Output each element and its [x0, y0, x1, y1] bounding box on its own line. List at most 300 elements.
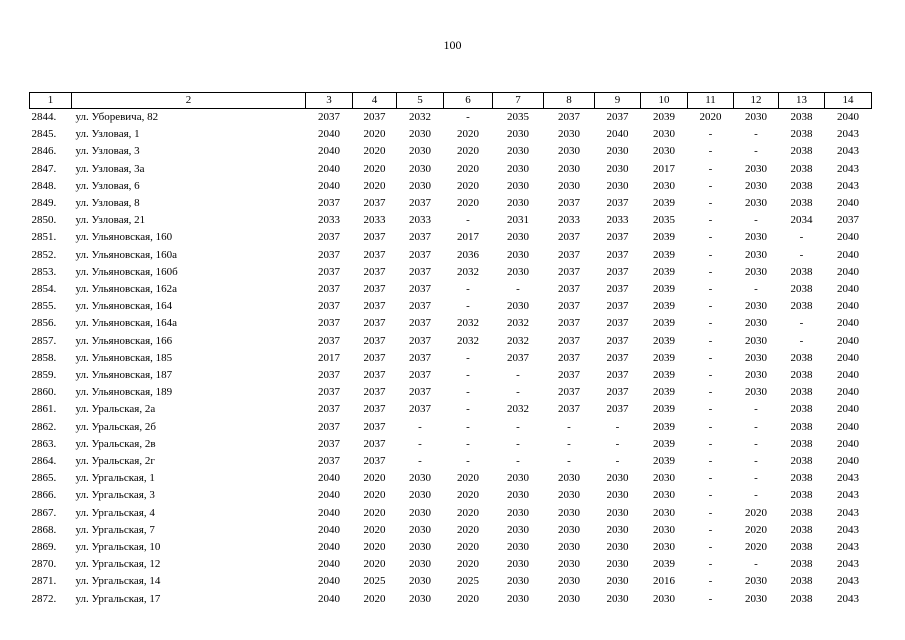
year-cell: 2037	[363, 317, 386, 330]
year-cell: 2037	[409, 334, 431, 347]
year-cell: 2037	[318, 111, 340, 123]
year-cell: -	[708, 179, 713, 192]
year-cell: 2037	[318, 317, 340, 330]
row-number: 2852.	[31, 248, 57, 261]
year-cell: 2030	[409, 128, 431, 141]
row-number: 2866.	[31, 489, 57, 502]
year-cell: 2020	[745, 523, 767, 536]
year-cell: 2043	[837, 541, 859, 554]
year-cell: 2043	[837, 489, 859, 502]
year-cell: 2038	[790, 128, 813, 141]
year-cell: -	[418, 437, 422, 450]
year-cell: -	[799, 317, 804, 330]
table-row	[30, 419, 872, 436]
year-cell: 2037	[318, 334, 340, 347]
year-cell: 2030	[606, 145, 629, 158]
year-cell: 2037	[606, 111, 629, 123]
year-cell: 2030	[507, 489, 529, 502]
year-cell: -	[466, 214, 470, 227]
year-cell: 2030	[606, 541, 629, 554]
year-cell: 2037	[558, 111, 580, 123]
year-cell: 2038	[790, 162, 813, 175]
year-cell: 2037	[558, 403, 580, 416]
year-cell: 2030	[745, 179, 767, 192]
year-cell: 2037	[363, 283, 386, 296]
year-cell: 2038	[790, 541, 813, 554]
year-cell: -	[754, 472, 758, 485]
year-cell: 2040	[318, 506, 340, 519]
row-number: 2867.	[31, 506, 57, 519]
year-cell: 2030	[653, 145, 675, 158]
year-cell: 2038	[790, 523, 813, 536]
year-cell: 2030	[745, 248, 767, 261]
year-cell: 2043	[837, 506, 859, 519]
year-cell: 2030	[745, 575, 767, 588]
page-number: 100	[443, 38, 462, 52]
year-cell: -	[799, 231, 804, 244]
year-cell: 2037	[558, 334, 580, 347]
year-cell: 2039	[653, 351, 675, 364]
table-row	[30, 453, 872, 470]
year-cell: 2037	[363, 351, 386, 364]
address-cell: ул. Уральская, 2г	[75, 455, 155, 468]
row-number: 2853.	[31, 265, 57, 278]
year-cell: 2020	[457, 592, 479, 605]
year-cell: 2037	[409, 403, 431, 416]
table-row	[30, 505, 872, 522]
year-cell: 2037	[318, 437, 340, 450]
year-cell: 2030	[409, 575, 431, 588]
year-cell: 2038	[790, 455, 813, 468]
year-cell: -	[418, 420, 422, 433]
table-row	[30, 384, 872, 401]
year-cell: 2020	[457, 162, 479, 175]
year-cell: 2038	[790, 145, 813, 158]
address-cell: ул. Уральская, 2а	[75, 403, 156, 416]
column-header: 7	[493, 93, 544, 109]
year-cell: 2037	[409, 386, 431, 399]
year-cell: 2037	[363, 248, 386, 261]
year-cell: 2037	[558, 265, 580, 278]
row-number: 2865.	[31, 472, 57, 485]
year-cell: 2043	[837, 558, 859, 571]
year-cell: 2020	[457, 523, 479, 536]
year-cell: 2030	[507, 145, 529, 158]
table-body	[30, 109, 872, 608]
year-cell: -	[708, 265, 713, 278]
year-cell: -	[708, 523, 713, 536]
year-cell: 2030	[558, 145, 580, 158]
year-cell: 2030	[507, 128, 529, 141]
year-cell: -	[754, 420, 758, 433]
year-cell: 2039	[653, 558, 675, 571]
year-cell: 2037	[318, 455, 340, 468]
year-cell: 2030	[558, 575, 580, 588]
year-cell: 2035	[653, 214, 675, 227]
year-cell: 2020	[745, 506, 767, 519]
year-cell: 2043	[837, 575, 859, 588]
address-cell: ул. Ульяновская, 164	[75, 300, 173, 313]
address-cell: ул. Ургальская, 7	[75, 523, 155, 536]
year-cell: 2020	[363, 506, 386, 519]
year-cell: 2040	[318, 558, 340, 571]
year-cell: -	[708, 283, 713, 296]
row-number: 2854.	[31, 283, 57, 296]
year-cell: 2020	[363, 472, 386, 485]
year-cell: 2030	[507, 575, 529, 588]
row-number: 2861.	[31, 403, 57, 416]
year-cell: 2037	[363, 231, 386, 244]
address-cell: ул. Ургальская, 1	[75, 472, 155, 485]
year-cell: 2037	[606, 231, 629, 244]
year-cell: -	[754, 558, 758, 571]
year-cell: -	[516, 420, 520, 433]
year-cell: 2040	[606, 128, 629, 141]
year-cell: 2034	[790, 214, 813, 227]
year-cell: -	[708, 351, 713, 364]
year-cell: 2030	[745, 162, 767, 175]
year-cell: 2030	[409, 162, 431, 175]
year-cell: 2038	[790, 592, 813, 605]
year-cell: 2038	[790, 300, 813, 313]
year-cell: 2033	[363, 214, 386, 227]
address-cell: ул. Узловая, 8	[75, 197, 140, 210]
year-cell: 2020	[457, 145, 479, 158]
row-number: 2872.	[31, 592, 57, 605]
column-header: 13	[779, 93, 825, 109]
row-number: 2856.	[31, 317, 57, 330]
year-cell: 2030	[409, 179, 431, 192]
year-cell: 2040	[318, 128, 340, 141]
year-cell: -	[708, 300, 713, 313]
year-cell: 2030	[745, 300, 767, 313]
year-cell: 2030	[507, 162, 529, 175]
year-cell: 2037	[837, 214, 859, 227]
row-number: 2848.	[31, 179, 57, 192]
year-cell: 2037	[363, 455, 386, 468]
year-cell: 2037	[558, 317, 580, 330]
year-cell: 2040	[318, 541, 340, 554]
address-cell: ул. Уральская, 2б	[75, 420, 156, 433]
year-cell: 2036	[457, 248, 479, 261]
address-cell: ул. Ульяновская, 160	[75, 231, 173, 244]
year-cell: 2037	[409, 351, 431, 364]
table-row	[30, 195, 872, 212]
row-number: 2847.	[31, 162, 57, 175]
year-cell: 2037	[318, 265, 340, 278]
column-header: 11	[688, 93, 734, 109]
row-number: 2851.	[31, 231, 57, 244]
year-cell: 2037	[606, 369, 629, 382]
year-cell: 2030	[507, 541, 529, 554]
table-row	[30, 436, 872, 453]
year-cell: 2030	[653, 592, 675, 605]
row-number: 2844.	[31, 111, 57, 123]
year-cell: 2030	[745, 317, 767, 330]
year-cell: 2039	[653, 455, 675, 468]
address-cell: ул. Ульяновская, 160б	[75, 265, 178, 278]
year-cell: 2030	[653, 128, 675, 141]
table-row	[30, 487, 872, 504]
year-cell: 2037	[318, 300, 340, 313]
year-cell: -	[754, 437, 758, 450]
year-cell: 2030	[558, 558, 580, 571]
table-row	[30, 143, 872, 160]
year-cell: 2043	[837, 592, 859, 605]
year-cell: -	[754, 128, 758, 141]
year-cell: 2037	[606, 300, 629, 313]
year-cell: 2037	[318, 420, 340, 433]
year-cell: 2040	[318, 489, 340, 502]
year-cell: 2043	[837, 128, 859, 141]
year-cell: 2037	[558, 283, 580, 296]
year-cell: 2043	[837, 179, 859, 192]
year-cell: 2030	[606, 506, 629, 519]
column-header: 1	[30, 93, 72, 109]
year-cell: 2030	[745, 197, 767, 210]
year-cell: 2037	[606, 351, 629, 364]
year-cell: 2030	[558, 472, 580, 485]
row-number: 2850.	[31, 214, 57, 227]
year-cell: 2040	[837, 231, 859, 244]
year-cell: 2030	[653, 506, 675, 519]
year-cell: 2040	[837, 300, 859, 313]
table-row	[30, 573, 872, 590]
year-cell: 2030	[409, 592, 431, 605]
year-cell: 2040	[318, 523, 340, 536]
year-cell: 2038	[790, 369, 813, 382]
year-cell: -	[754, 455, 758, 468]
table-row	[30, 178, 872, 195]
year-cell: -	[708, 231, 713, 244]
year-cell: 2035	[507, 111, 529, 123]
address-cell: ул. Узловая, 6	[75, 179, 140, 192]
year-cell: 2037	[363, 334, 386, 347]
year-cell: 2040	[318, 145, 340, 158]
year-cell: 2039	[653, 437, 675, 450]
year-cell: 2020	[457, 197, 479, 210]
table-row	[30, 315, 872, 332]
year-cell: 2030	[558, 128, 580, 141]
year-cell: 2030	[606, 575, 629, 588]
year-cell: 2037	[409, 317, 431, 330]
year-cell: 2025	[363, 575, 386, 588]
year-cell: 2030	[653, 541, 675, 554]
year-cell: 2037	[363, 300, 386, 313]
year-cell: 2030	[606, 472, 629, 485]
address-cell: ул. Ульяновская, 185	[75, 351, 173, 364]
row-number: 2849.	[31, 197, 57, 210]
year-cell: 2038	[790, 437, 813, 450]
year-cell: 2038	[790, 575, 813, 588]
table-row	[30, 556, 872, 573]
year-cell: 2030	[507, 197, 529, 210]
year-cell: 2037	[409, 369, 431, 382]
column-header: 3	[306, 93, 353, 109]
year-cell: 2037	[606, 197, 629, 210]
column-header: 4	[353, 93, 397, 109]
row-number: 2871.	[31, 575, 57, 588]
year-cell: -	[708, 489, 713, 502]
year-cell: 2037	[606, 248, 629, 261]
year-cell: -	[516, 386, 520, 399]
year-cell: -	[615, 437, 620, 450]
year-cell: 2032	[507, 317, 529, 330]
column-header: 6	[444, 93, 493, 109]
year-cell: 2040	[837, 248, 859, 261]
year-cell: 2030	[558, 523, 580, 536]
address-cell: ул. Ургальская, 14	[75, 575, 161, 588]
year-cell: 2020	[457, 179, 479, 192]
year-cell: 2030	[606, 558, 629, 571]
year-cell: -	[516, 283, 520, 296]
year-cell: 2043	[837, 162, 859, 175]
year-cell: -	[418, 455, 422, 468]
year-cell: 2037	[409, 265, 431, 278]
year-cell: 2030	[507, 506, 529, 519]
year-cell: 2039	[653, 111, 675, 123]
year-cell: 2032	[507, 403, 529, 416]
year-cell: 2017	[653, 162, 675, 175]
address-cell: ул. Ульяновская, 162а	[75, 283, 178, 296]
year-cell: 2032	[457, 265, 479, 278]
year-cell: 2033	[409, 214, 431, 227]
year-cell: -	[466, 455, 470, 468]
year-cell: 2037	[318, 403, 340, 416]
table-row	[30, 212, 872, 229]
year-cell: 2039	[653, 420, 675, 433]
year-cell: -	[466, 386, 470, 399]
year-cell: 2038	[790, 472, 813, 485]
year-cell: 2037	[558, 386, 580, 399]
address-cell: ул. Ургальская, 17	[75, 592, 161, 605]
year-cell: -	[754, 489, 758, 502]
year-cell: 2037	[558, 351, 580, 364]
year-cell: -	[708, 575, 713, 588]
year-cell: 2020	[363, 162, 386, 175]
year-cell: 2030	[409, 506, 431, 519]
year-cell: -	[708, 420, 713, 433]
year-cell: 2020	[457, 128, 479, 141]
year-cell: 2037	[558, 231, 580, 244]
year-cell: -	[708, 437, 713, 450]
year-cell: 2039	[653, 265, 675, 278]
table-row	[30, 539, 872, 556]
row-number: 2863.	[31, 437, 57, 450]
year-cell: 2030	[507, 472, 529, 485]
year-cell: 2030	[745, 265, 767, 278]
row-number: 2860.	[31, 386, 57, 399]
year-cell: 2033	[558, 214, 580, 227]
year-cell: 2037	[318, 369, 340, 382]
year-cell: 2037	[363, 197, 386, 210]
year-cell: 2017	[318, 351, 340, 364]
year-cell: 2030	[745, 334, 767, 347]
table-row	[30, 109, 872, 127]
column-header: 9	[595, 93, 641, 109]
table-row	[30, 247, 872, 264]
year-cell: 2030	[507, 265, 529, 278]
year-cell: 2030	[606, 162, 629, 175]
year-cell: 2037	[606, 265, 629, 278]
year-cell: 2020	[457, 489, 479, 502]
year-cell: 2037	[606, 386, 629, 399]
year-cell: 2020	[699, 111, 722, 123]
year-cell: 2037	[606, 403, 629, 416]
data-table	[29, 92, 872, 608]
year-cell: 2032	[457, 317, 479, 330]
year-cell: 2030	[653, 489, 675, 502]
year-cell: 2030	[507, 558, 529, 571]
year-cell: 2038	[790, 489, 813, 502]
year-cell: -	[567, 437, 571, 450]
year-cell: -	[754, 145, 758, 158]
year-cell: 2030	[507, 523, 529, 536]
year-cell: -	[708, 145, 713, 158]
year-cell: 2038	[790, 403, 813, 416]
row-number: 2868.	[31, 523, 57, 536]
column-header: 8	[544, 93, 595, 109]
year-cell: 2020	[363, 128, 386, 141]
year-cell: -	[466, 283, 470, 296]
row-number: 2855.	[31, 300, 57, 313]
row-number: 2859.	[31, 369, 57, 382]
address-cell: ул. Ургальская, 4	[75, 506, 155, 519]
year-cell: 2040	[837, 265, 859, 278]
year-cell: 2030	[558, 162, 580, 175]
year-cell: 2037	[409, 283, 431, 296]
year-cell: 2033	[318, 214, 340, 227]
address-cell: ул. Ургальская, 10	[75, 541, 161, 554]
year-cell: 2020	[363, 558, 386, 571]
address-cell: ул. Узловая, 3	[75, 145, 140, 158]
year-cell: 2030	[558, 506, 580, 519]
year-cell: 2039	[653, 300, 675, 313]
year-cell: 2037	[507, 351, 529, 364]
year-cell: 2030	[606, 523, 629, 536]
year-cell: 2040	[837, 386, 859, 399]
year-cell: 2037	[558, 369, 580, 382]
table-row	[30, 470, 872, 487]
row-number: 2857.	[31, 334, 57, 347]
year-cell: 2037	[409, 231, 431, 244]
year-cell: -	[708, 214, 713, 227]
year-cell: -	[708, 162, 713, 175]
year-cell: 2030	[745, 592, 767, 605]
column-header: 14	[825, 93, 872, 109]
year-cell: -	[466, 437, 470, 450]
year-cell: -	[516, 369, 520, 382]
table-row	[30, 522, 872, 539]
year-cell: -	[708, 592, 713, 605]
header-row	[30, 93, 872, 109]
year-cell: -	[615, 420, 620, 433]
year-cell: 2032	[457, 334, 479, 347]
year-cell: 2020	[363, 523, 386, 536]
address-cell: ул. Ургальская, 12	[75, 558, 161, 571]
address-cell: ул. Ургальская, 3	[75, 489, 155, 502]
row-number: 2858.	[31, 351, 57, 364]
year-cell: 2040	[837, 403, 859, 416]
year-cell: -	[466, 111, 470, 123]
year-cell: 2037	[318, 197, 340, 210]
year-cell: 2037	[363, 437, 386, 450]
year-cell: 2020	[457, 472, 479, 485]
year-cell: 2037	[363, 265, 386, 278]
year-cell: 2039	[653, 248, 675, 261]
year-cell: 2020	[457, 506, 479, 519]
year-cell: 2020	[745, 541, 767, 554]
